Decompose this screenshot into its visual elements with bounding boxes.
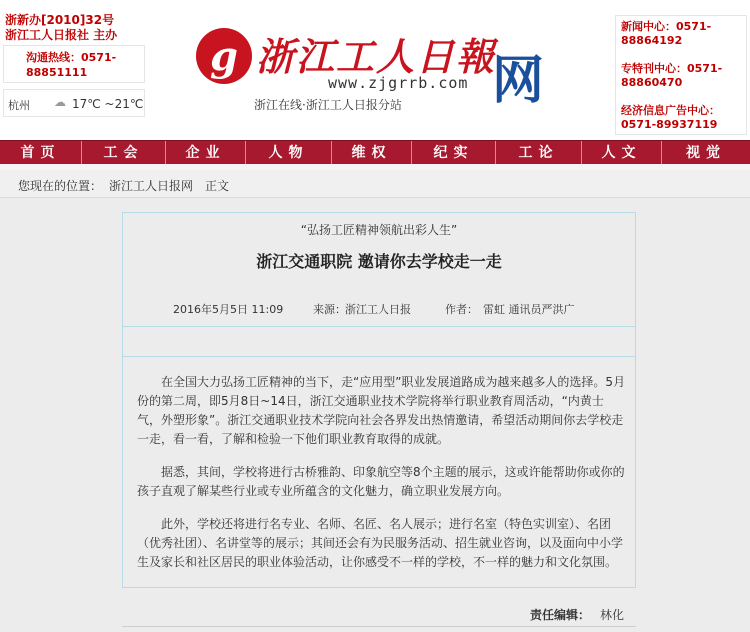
contact-news-center: 新闻中心：0571-88864192	[621, 20, 712, 47]
logo-mark-icon: g	[196, 28, 252, 84]
license-number: 浙新办[2010]32号	[5, 13, 115, 27]
nav-culture[interactable]: 人文	[582, 141, 662, 165]
weather-temp: 17℃ ~21℃	[72, 97, 144, 111]
content-area	[0, 198, 750, 632]
breadcrumb	[0, 170, 750, 198]
logo-name: 浙江工人日報	[256, 34, 497, 79]
bottom-divider	[122, 626, 636, 627]
source-label: 来源：	[313, 303, 346, 316]
article-separator	[123, 327, 635, 357]
editor-name: 林化	[600, 608, 625, 622]
site-header	[0, 0, 750, 140]
breadcrumb-label: 您现在的位置：	[18, 179, 103, 193]
author-label: 作者：	[445, 303, 478, 316]
article-body	[137, 373, 627, 586]
hotline: 沟通热线：0571-88851111	[26, 51, 117, 79]
article-author: 雷虹 通讯员严洪广	[483, 303, 575, 316]
nav-enterprise[interactable]: 企业	[166, 141, 246, 165]
contact-box	[615, 15, 747, 135]
weather-city: 杭州	[8, 99, 30, 112]
logo-url: www.zjgrrb.com	[328, 74, 469, 92]
article-header	[123, 213, 635, 327]
logo-subtitle: 浙江在线·浙江工人日报分站	[254, 98, 402, 112]
nav-home[interactable]: 首页	[0, 141, 82, 165]
breadcrumb-home-link[interactable]: 浙江工人日报网	[109, 179, 194, 193]
site-logo[interactable]	[196, 22, 556, 112]
article	[122, 212, 636, 588]
nav-commentary[interactable]: 工论	[496, 141, 582, 165]
nav-rights[interactable]: 维权	[332, 141, 412, 165]
article-kicker: “弘扬工匠精神领航出彩人生”	[300, 223, 458, 237]
editor-label: 责任编辑：	[530, 608, 591, 622]
article-paragraph: 在全国大力弘扬工匠精神的当下，走“应用型”职业发展道路成为越来越多人的选择。5月份的第二周，即5月8日~14日，浙江交通职业技术学院将举行职业教育周活动，“内黄士气，外塑形象”。浙江交通职业技术学院向社会各界发出热情邀请，希望活动期间你去学校走一走，看一看，了解和检验一下他们职业教育取得的成就。	[137, 375, 626, 446]
sponsor: 浙江工人日报社 主办	[5, 28, 118, 42]
article-title: 浙江交通职院 邀请你去学校走一走	[256, 252, 502, 271]
contact-special-center: 专特刊中心：0571-88860470	[621, 62, 723, 89]
article-source: 浙江工人日报	[345, 303, 411, 316]
nav-people[interactable]: 人物	[246, 141, 332, 165]
nav-documentary[interactable]: 纪实	[412, 141, 496, 165]
cloud-icon: ☁	[54, 95, 66, 109]
breadcrumb-current: 正文	[205, 179, 230, 193]
contact-ad-center: 经济信息广告中心：0571-89937119	[621, 104, 720, 131]
nav-union[interactable]: 工会	[82, 141, 166, 165]
article-paragraph: 此外，学校还将进行名专业、名师、名匠、名人展示；进行名室（特色实训室）、名团（优秀社团）、名讲堂等的展示；其间还会有为民服务活动、招生就业咨询，以及面向中小学生及家长和社区居民的职业体验活动，让你感受不一样的学校，不一样的魅力和文化氛围。	[137, 517, 624, 569]
article-paragraph: 据悉，其间，学校将进行古桥雅韵、印象航空等8个主题的展示，这或许能帮助你或你的孩子直观了解某些行业或专业所蕴含的文化魅力，确立职业发展方向。	[137, 465, 625, 498]
article-date: 2016年5月5日 11:09	[173, 303, 284, 316]
hotline-box	[3, 45, 145, 83]
nav-visual[interactable]: 视觉	[686, 145, 726, 161]
main-nav	[0, 140, 750, 164]
logo-wang: 网	[492, 50, 545, 111]
weather-widget	[3, 89, 145, 117]
